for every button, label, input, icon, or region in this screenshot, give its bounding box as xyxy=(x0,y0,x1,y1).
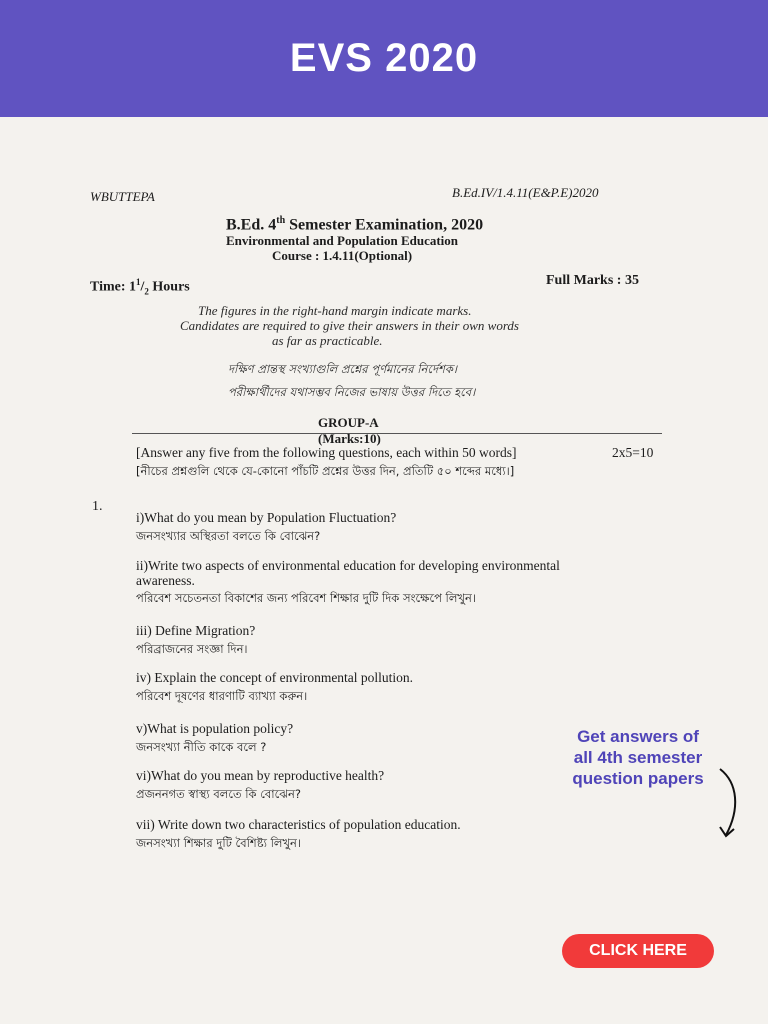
question-bn: জনসংখ্যা শিক্ষার দুটি বৈশিষ্ট্য লিখুন। xyxy=(136,836,301,850)
question-bn: পরিবেশ সচেতনতা বিকাশের জন্য পরিবেশ শিক্ষার দুটি দিক সংক্ষেপে লিখুন। xyxy=(136,591,476,605)
instruction-line: Candidates are required to give their answers in their own words xyxy=(180,318,519,333)
time-part: Hours xyxy=(148,279,190,295)
question-en: v)What is population policy? xyxy=(136,721,294,736)
question-bn: পরিবেশ দূষণের ধারণাটি ব্যাখ্যা করুন। xyxy=(136,689,308,703)
divider xyxy=(132,433,662,434)
curved-arrow-icon xyxy=(716,765,742,845)
board-name: WBUTTEPA xyxy=(90,189,155,204)
question-bn: জনসংখ্যা নীতি কাকে বলে ? xyxy=(136,740,267,754)
exam-title-sup: th xyxy=(276,215,286,226)
question-bn: জনসংখ্যার অস্থিরতা বলতে কি বোঝেন? xyxy=(136,529,321,543)
time-sub: 2 xyxy=(144,286,149,297)
question-en: iii) Define Migration? xyxy=(136,623,256,638)
full-marks: Full Marks : 35 xyxy=(546,273,639,288)
banner-title: EVS 2020 xyxy=(289,36,479,80)
exam-time: Time: $1^1/_2$ Hours xyxy=(90,277,190,297)
answer-instruction-bengali: [নীচের প্রশ্নগুলি থেকে যে-কোনো পাঁচটি প্রশ্নের উত্তর দিন, প্রতিটি ৫০ শব্দের মধ্যে।] xyxy=(136,464,515,478)
answer-instruction: [Answer any five from the following questions, each within 50 words] xyxy=(136,445,517,460)
question-paper xyxy=(0,117,768,1024)
instruction-line: as far as practicable. xyxy=(272,333,383,348)
course-code: Course : 1.4.11(Optional) xyxy=(272,248,413,263)
instruction-bengali-line: পরীক্ষার্থীদের যথাসম্ভব নিজের ভাষায় উত্তর দিতে হবে। xyxy=(228,385,476,399)
group-heading: GROUP-A xyxy=(318,415,379,430)
exam-title xyxy=(226,215,483,234)
question-bn: প্রজননগত স্বাস্থ্য বলতে কি বোঝেন? xyxy=(136,787,301,801)
question-en: vii) Write down two characteristics of population education. xyxy=(136,817,461,832)
promo-line: all 4th semester xyxy=(573,748,703,767)
paper-code: B.Ed.IV/1.4.11(E&P.E)2020 xyxy=(452,185,599,200)
top-banner xyxy=(0,0,768,117)
question-en: i)What do you mean by Population Fluctuation? xyxy=(136,510,397,525)
subject-title: Environmental and Population Education xyxy=(226,233,459,248)
question-en-cont: awareness. xyxy=(136,573,195,588)
promo-line: Get answers of xyxy=(577,727,699,746)
question-en: vi)What do you mean by reproductive health? xyxy=(136,768,385,783)
instruction-line: The figures in the right-hand margin indicate marks. xyxy=(198,303,472,318)
question-number: 1. xyxy=(92,499,103,514)
exam-title-part: B.Ed. 4 xyxy=(226,216,277,234)
question-en: ii)Write two aspects of environmental education for developing environmental xyxy=(136,558,560,573)
instruction-bengali-line: দক্ষিণ প্রান্তস্থ সংখ্যাগুলি প্রশ্নের পূর্ণমানের নির্দেশক। xyxy=(228,362,458,376)
exam-title-part: Semester Examination, 2020 xyxy=(285,216,484,234)
click-here-button[interactable]: CLICK HERE xyxy=(562,934,714,968)
question-bn: পরিব্রাজনের সংজ্ঞা দিন। xyxy=(136,642,248,656)
time-sup: 1 xyxy=(136,277,141,287)
question-en: iv) Explain the concept of environmental pollution. xyxy=(136,670,414,685)
promo-line: question papers xyxy=(572,769,704,788)
time-part: Time: 1 xyxy=(90,279,137,295)
group-marks: (Marks:10) xyxy=(318,431,381,446)
promo-text xyxy=(540,726,736,789)
marks-calculation: 2x5=10 xyxy=(612,445,654,460)
